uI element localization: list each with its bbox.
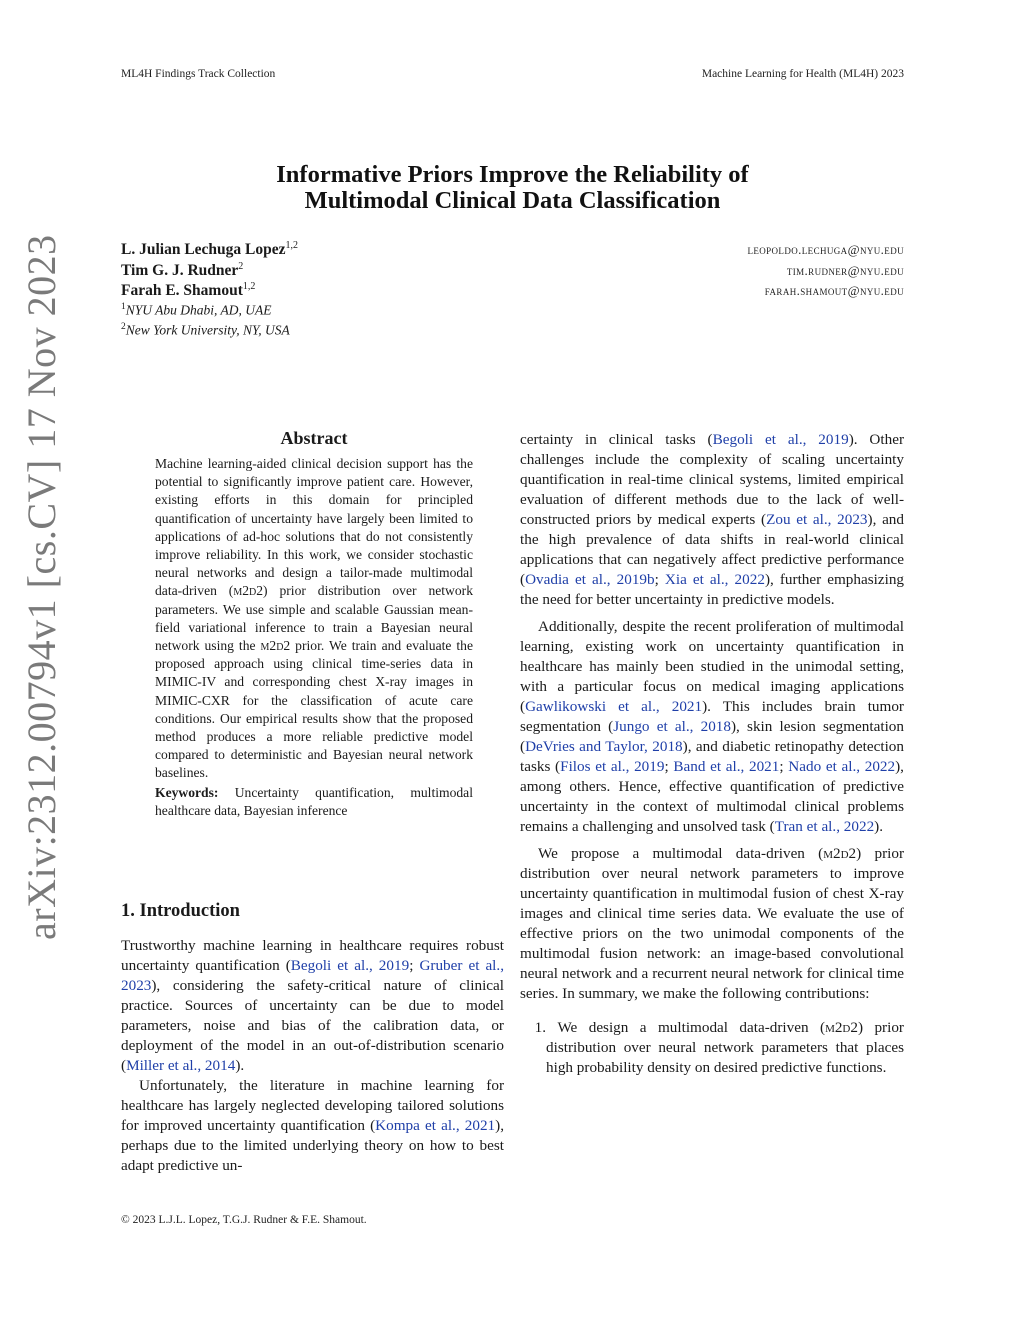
citation-link[interactable]: Band et al., 2021 [673, 758, 780, 775]
section-heading: 1. Introduction [121, 901, 240, 921]
author-name: Tim G. J. Rudner$^2$ [121, 260, 244, 279]
affiliation: $^2$New York University, NY, USA [121, 321, 290, 337]
arxiv-identifier[interactable]: arXiv:2312.00794v1 [cs.CV] 17 Nov 2023 [19, 234, 64, 940]
list-item-text: We design a multimodal data-driven (m2d2) prior distribution over neural network parameters that places high probability density on desired predictive functions. [546, 1019, 904, 1076]
title-line-2: Multimodal Clinical Data Classification [304, 187, 721, 214]
author-row [121, 281, 904, 302]
paragraph: Additionally, despite the recent proliferation of multimodal learning, existing work on uncertainty quantification in healthcare has mainly been studied in the unimodal setting, with a particular focus on medical imaging applications (Gawlikowski et al., 2021). This includes brain tumor segmentation (Jungo et al., 2018), skin lesion segmentation (DeVries and Taylor, 2018), and diabetic retinopathy detection tasks (Filos et al., 2019; Band et al., 2021; Nado et al., 2022), among others. Hence, effective quantification of predictive uncertainty in the context of multimodal clinical problems remains a challenging and unsolved task (Tran et al., 2022). [520, 618, 904, 835]
paragraph: Unfortunately, the literature in machine learning for healthcare has largely neglected developing tailored solutions for improved uncertainty quantification (Kompa et al., 2021), perhaps due to the limited underlying theory on how to best adapt predictive un- [121, 1077, 504, 1174]
citation-link[interactable]: Begoli et al., 2019 [712, 431, 849, 448]
citation-link[interactable]: Zou et al., 2023 [766, 511, 868, 528]
list-item [520, 1018, 904, 1078]
copyright-footer: © 2023 L.J.L. Lopez, T.G.J. Rudner & F.E. Shamout. [121, 1214, 367, 1226]
keywords-label: Keywords: [155, 784, 219, 800]
running-head-left: ML4H Findings Track Collection [121, 68, 276, 80]
citation-link[interactable]: Nado et al., 2022 [788, 758, 896, 775]
citation-link[interactable]: Jungo et al., 2018 [613, 718, 731, 735]
citation-link[interactable]: Kompa et al., 2021 [375, 1117, 496, 1134]
running-head-right: Machine Learning for Health (ML4H) 2023 [701, 68, 904, 80]
citation-link[interactable]: Filos et al., 2019 [560, 758, 665, 775]
paragraph: certainty in clinical tasks (Begoli et al., 2019). Other challenges include the complexity of scaling uncertainty quantification in real-time clinical systems, limited empirical evaluation of different methods due to the lack of well-constructed priors by medical experts (Zou et al., 2023), and the high prevalence of data shifts in real-world clinical applications that can negatively affect predictive performance (Ovadia et al., 2019b; Xia et al., 2022), further emphasizing the need for better uncertainty in predictive models. [520, 431, 905, 608]
citation-link[interactable]: Xia et al., 2022 [664, 571, 765, 588]
title-line-1: Informative Priors Improve the Reliability of [276, 161, 749, 188]
author-row [121, 261, 904, 282]
author-row [121, 240, 904, 261]
paper-title [121, 162, 904, 214]
author-email[interactable]: leopoldo.lechuga@nyu.edu [747, 242, 904, 257]
list-number: 1. [534, 1019, 546, 1036]
paragraph: We propose a multimodal data-driven (m2d2) prior distribution over neural network parameters to improve uncertainty quantification in multimodal fusion of chest X-ray images and clinical time series data. We evaluate the use of effective priors on the two unimodal components of the multimodal fusion network: an image-based convolutional neural network and a recurrent neural network for clinical time series. In summary, we make the following contributions: [520, 845, 904, 1002]
right-column [520, 430, 904, 1078]
citation-link[interactable]: DeVries and Taylor, 2018 [525, 738, 683, 755]
keywords: Keywords: Uncertainty quantification, multimodal healthcare data, Bayesian inference [155, 784, 473, 818]
author-email[interactable]: farah.shamout@nyu.edu [764, 283, 904, 298]
citation-link[interactable]: Gawlikowski et al., 2021 [525, 698, 703, 715]
citation-link[interactable]: Tran et al., 2022 [774, 818, 875, 835]
citation-link[interactable]: Ovadia et al., 2019b [525, 571, 655, 588]
introduction-section [121, 901, 504, 1176]
abstract-section [155, 428, 473, 820]
citation-link[interactable]: Begoli et al., 2019 [290, 957, 410, 974]
paragraph: Trustworthy machine learning in healthcare requires robust uncertainty quantification (Begoli et al., 2019; Gruber et al., 2023), considering the safety-critical nature of clinical practice. Sources of uncertainty can be due to model parameters, noise and bias of the calibration data, or deployment of the model in an out-of-distribution scenario (Miller et al., 2014). [121, 937, 504, 1074]
contributions-list [520, 1018, 904, 1078]
abstract-text: Machine learning-aided clinical decision support has the potential to significantly improve patient care. However, existing efforts in this domain for principled quantification of uncertainty have largely been limited to applications of ad-hoc solutions that do not consistently improve reliability. In this work, we consider stochastic neural networks and design a tailor-made multimodal data-driven (m2d2) prior distribution over network parameters. We use simple and scalable Gaussian mean-field variational inference to train a Bayesian neural network using the m2d2 prior. We train and evaluate the proposed approach using clinical time-series data in MIMIC-IV and corresponding chest X-ray images in MIMIC-CXR for the classification of acute care conditions. Our empirical results show that the proposed method produces a more reliable predictive model compared to deterministic and Bayesian neural network baselines. [155, 456, 474, 781]
author-name: Farah E. Shamout$^{1,2}$ [121, 281, 256, 300]
author-name: L. Julian Lechuga Lopez$^{1,2}$ [121, 240, 298, 259]
abstract-heading: Abstract [280, 428, 348, 448]
affiliation: $^1$NYU Abu Dhabi, AD, UAE [121, 301, 272, 317]
citation-link[interactable]: Miller et al., 2014 [126, 1057, 236, 1074]
citation-link[interactable]: Gruber et al., 2023 [121, 957, 504, 994]
author-block [121, 240, 904, 342]
author-email[interactable]: tim.rudner@nyu.edu [786, 262, 904, 278]
